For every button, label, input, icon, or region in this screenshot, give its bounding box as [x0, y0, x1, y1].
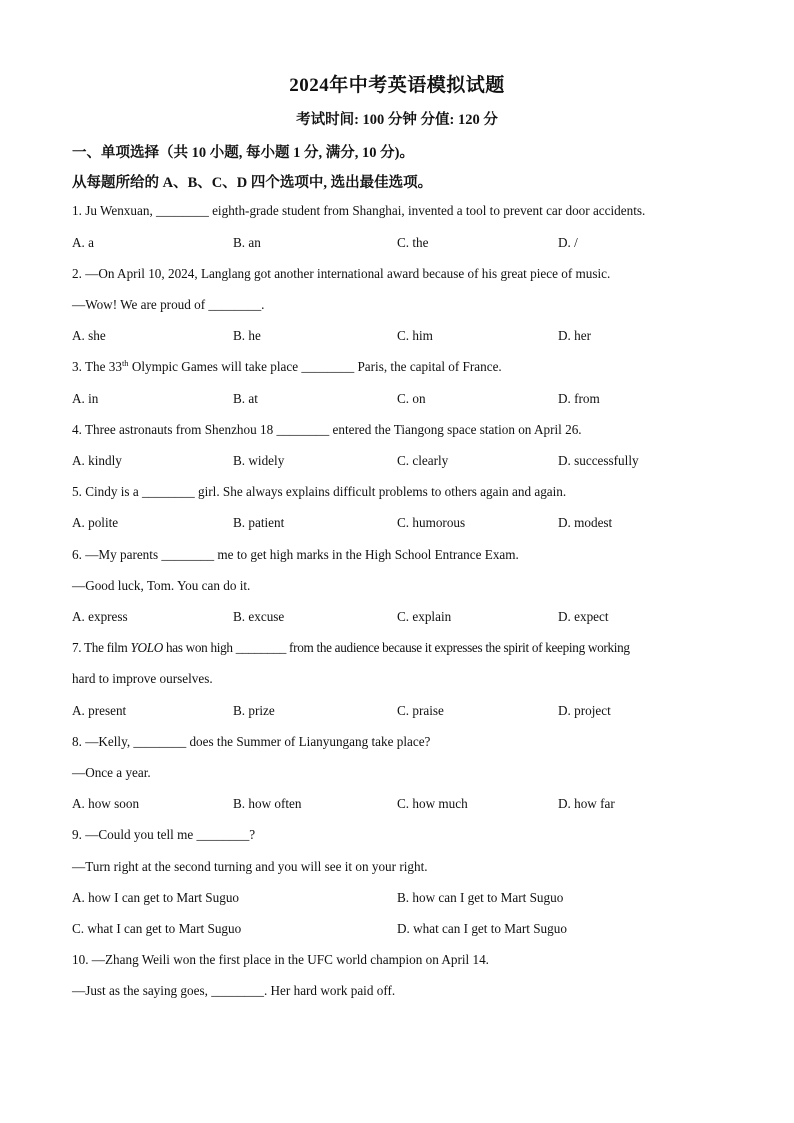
question-4-option-a: A. kindly [72, 453, 122, 468]
question-8-option-a: A. how soon [72, 796, 140, 811]
question-9-option-c: C. what I can get to Mart Suguo [72, 921, 242, 936]
section-heading: 一、单项选择（共 10 小题, 每小题 1 分, 满分, 10 分)。 [72, 145, 414, 161]
question-3-option-b: B. at [233, 391, 258, 406]
question-7-option-b: B. prize [233, 703, 275, 718]
question-10-reply: —Just as the saying goes, ________. Her hard work paid off. [72, 983, 396, 998]
question-6-option-a: A. express [72, 609, 128, 624]
question-6-option-b: B. excuse [233, 609, 285, 624]
question-9-reply: —Turn right at the second turning and you will see it on your right. [72, 859, 428, 874]
question-6-option-c: C. explain [397, 609, 452, 624]
question-2-text: 2. —On April 10, 2024, Langlang got another international award because of his great piece of music. [72, 266, 611, 281]
film-title: YOLO [130, 640, 163, 655]
question-8-reply: —Once a year. [72, 765, 151, 780]
question-8-option-d: D. how far [558, 796, 615, 811]
question-5-option-a: A. polite [72, 515, 119, 530]
question-7-text-continued: hard to improve ourselves. [72, 671, 213, 686]
question-2-option-a: A. she [72, 328, 106, 343]
question-6-text: 6. —My parents ________ me to get high marks in the High School Entrance Exam. [72, 547, 519, 562]
question-9-option-b: B. how can I get to Mart Suguo [397, 890, 564, 905]
question-4-text: 4. Three astronauts from Shenzhou 18 ________ entered the Tiangong space station on April 26. [72, 422, 582, 437]
question-2-option-d: D. her [558, 328, 591, 343]
question-7-option-d: D. project [558, 703, 611, 718]
question-8-option-b: B. how often [233, 796, 302, 811]
question-7-text-end: has won high ________ from the audience because it expresses the spirit of keeping working [162, 640, 630, 655]
question-1-option-c: C. the [397, 235, 429, 250]
exam-subtitle: 考试时间: 100 分钟 分值: 120 分 [296, 112, 498, 128]
question-1-option-d: D. / [558, 235, 578, 250]
question-6-option-d: D. expect [558, 609, 609, 624]
question-3-text [72, 358, 502, 376]
question-2-option-b: B. he [233, 328, 261, 343]
question-1-option-b: B. an [233, 235, 261, 250]
question-7-option-a: A. present [72, 703, 127, 718]
question-1-text: 1. Ju Wenxuan, ________ eighth-grade student from Shanghai, invented a tool to prevent car door accidents. [72, 203, 646, 218]
question-6-reply: —Good luck, Tom. You can do it. [72, 578, 251, 593]
question-5-option-b: B. patient [233, 515, 285, 530]
question-8-option-c: C. how much [397, 796, 468, 811]
question-5-text: 5. Cindy is a ________ girl. She always explains difficult problems to others again and again. [72, 484, 567, 499]
question-5-option-d: D. modest [558, 515, 613, 530]
question-2-reply: —Wow! We are proud of ________. [72, 297, 265, 312]
question-4-option-c: C. clearly [397, 453, 449, 468]
question-9-option-d: D. what can I get to Mart Suguo [397, 921, 567, 936]
question-9-text: 9. —Could you tell me ________? [72, 827, 256, 842]
question-4-option-b: B. widely [233, 453, 285, 468]
exam-title: 2024年中考英语模拟试题 [289, 75, 505, 96]
question-7-option-c: C. praise [397, 703, 444, 718]
question-4-option-d: D. successfully [558, 453, 639, 468]
question-10-text: 10. —Zhang Weili won the first place in the UFC world champion on April 14. [72, 952, 489, 967]
question-1-option-a: A. a [72, 235, 94, 250]
question-8-text: 8. —Kelly, ________ does the Summer of Lianyungang take place? [72, 734, 431, 749]
question-7-text-start: 7. The film [72, 640, 131, 655]
question-3-option-c: C. on [397, 391, 426, 406]
question-2-option-c: C. him [397, 328, 433, 343]
question-9-option-a: A. how I can get to Mart Suguo [72, 890, 240, 905]
question-3-option-d: D. from [558, 391, 600, 406]
ordinal-suffix: th [121, 358, 129, 368]
question-3-option-a: A. in [72, 391, 99, 406]
section-instruction: 从每题所给的 A、B、C、D 四个选项中, 选出最佳选项。 [72, 175, 433, 191]
question-3-text-end: Olympic Games will take place ________ Paris, the capital of France. [128, 359, 502, 374]
question-3-text-start: 3. The 33 [72, 359, 122, 374]
question-7-text [72, 639, 630, 657]
question-5-option-c: C. humorous [397, 515, 466, 530]
